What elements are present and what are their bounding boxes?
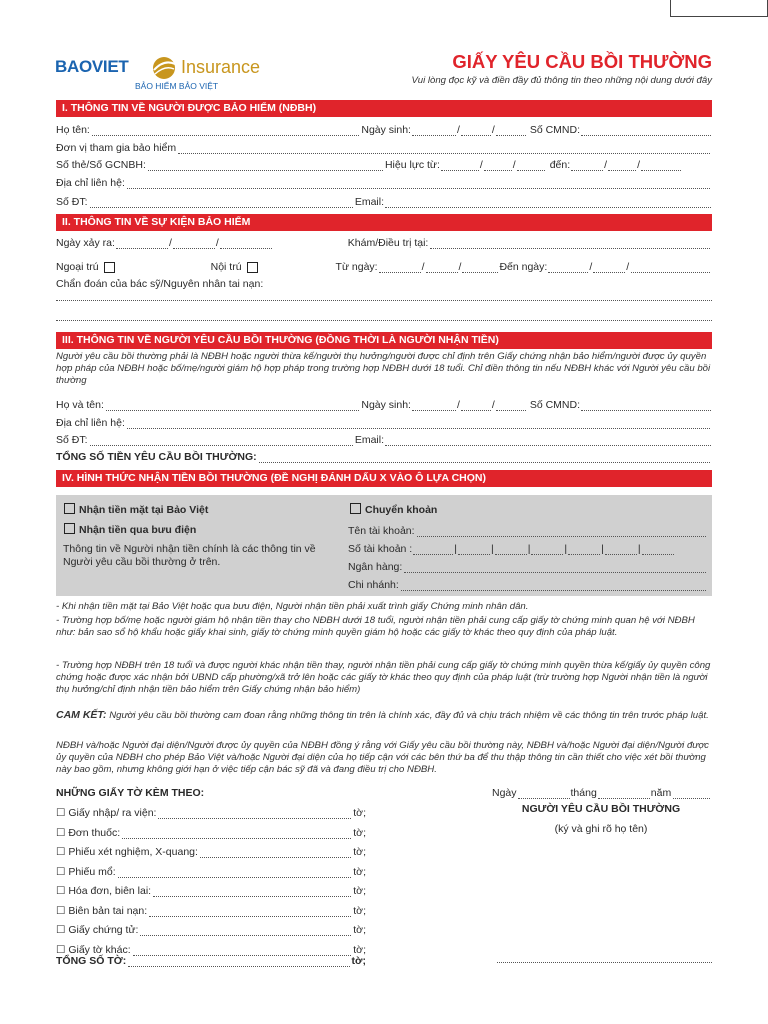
ngay-label: Ngày [492, 787, 517, 799]
so-tk-label: Số tài khoản : [348, 543, 413, 555]
form-title: GIẤY YÊU CẦU BỒI THƯỜNG [452, 51, 712, 72]
s1-row-unit [56, 140, 712, 154]
docs-item [56, 825, 366, 839]
s1-from-month-field[interactable] [484, 161, 512, 171]
note-3: - Trường hợp NĐBH trên 18 tuổi và được người khác nhận tiền thay, người nhận tiền phải cung cấp giấy tờ chứng minh quyền thừa kế/giấy ủy quyền công chứng hoặc được xác nhận bởi UBND cấp phường/xã trở lên hoặc các giấy tờ khác theo quy định của pháp luật (trừ trường hợp Người nhận tiền là người thụ hưởng/chỉ định nhận tiền bảo hiểm trên Giấy chứng nhận bảo hiểm) [56, 660, 711, 696]
cam-ket-label: CAM KẾT: [56, 709, 107, 721]
docs-item-to: tờ; [353, 924, 366, 936]
sep: | [564, 543, 568, 555]
docs-item-to: tờ; [353, 885, 366, 897]
sep: | [527, 543, 531, 555]
s1-from-year-field[interactable] [517, 161, 545, 171]
s3-row-name [56, 397, 712, 411]
s2-to-year-field[interactable] [631, 263, 710, 273]
docs-title: NHỮNG GIẤY TỜ KÈM THEO: [56, 787, 205, 799]
s2-diagnosis-line-1[interactable] [56, 300, 712, 301]
docs-total-field[interactable] [128, 957, 349, 967]
docs-item-field[interactable] [122, 829, 351, 839]
opt-post[interactable] [64, 523, 196, 536]
s2-date-day-field[interactable] [116, 239, 168, 249]
bank-branch-row [348, 577, 708, 591]
docs-item [56, 903, 366, 917]
s2-row-diagnosis [56, 276, 712, 290]
commitment [56, 709, 712, 722]
docs-item-field[interactable] [140, 926, 351, 936]
s2-from-year-field[interactable] [462, 263, 498, 273]
so-tk-field-2[interactable] [458, 545, 490, 555]
slash: / [456, 124, 460, 136]
docs-item [56, 883, 366, 897]
docs-item-to: tờ; [353, 826, 366, 839]
s2-noi-tru-label: Nội trú [210, 261, 242, 273]
s2-ngay-xay-ra-label: Ngày xảy ra: [56, 237, 115, 249]
s1-to-day-field[interactable] [571, 161, 603, 171]
docs-item-to: tờ; [353, 865, 366, 878]
logo-globe-icon [150, 55, 178, 81]
s3-tong-label: TỔNG SỐ TIỀN YÊU CẦU BỒI THƯỜNG: [56, 451, 257, 463]
sep: | [601, 543, 604, 555]
ngan-hang-field[interactable] [404, 563, 706, 573]
baoviet-logo [55, 55, 295, 95]
s1-dia-chi-label: Địa chỉ liên hệ: [56, 177, 125, 189]
docs-item-to: tờ; [353, 807, 366, 819]
s3-dob-day-field[interactable] [412, 401, 456, 411]
opt-post-label: Nhận tiền qua bưu điện [79, 524, 197, 536]
nam-label: năm [650, 787, 672, 799]
sep: | [454, 543, 457, 555]
so-tk-field-4[interactable] [531, 545, 563, 555]
docs-item-to: tờ; [353, 846, 366, 858]
s2-ngoai-tru-label: Ngoại trú [56, 261, 99, 273]
s3-ngay-sinh-label: Ngày sinh: [361, 399, 411, 411]
s2-row-type [56, 257, 712, 273]
s1-dia-chi-field[interactable] [127, 179, 710, 189]
s3-so-dt-label: Số ĐT: [56, 434, 88, 446]
s1-dob-day-field[interactable] [412, 126, 456, 136]
s2-date-month-field[interactable] [173, 239, 215, 249]
s1-so-dt-label: Số ĐT: [56, 196, 88, 208]
signature-line[interactable] [497, 962, 712, 963]
s3-row-address [56, 415, 712, 429]
corner-tab [670, 0, 768, 17]
opt-post-checkbox[interactable] [64, 523, 75, 534]
s1-so-dt-field[interactable] [90, 198, 353, 208]
s1-row-name [56, 122, 712, 136]
so-tk-field-3[interactable] [495, 545, 527, 555]
s3-row-contact [56, 432, 712, 446]
thang-label: tháng [570, 787, 597, 799]
slash: / [215, 237, 219, 249]
s3-ho-va-ten-field[interactable] [106, 401, 359, 411]
s1-email-label: Email: [354, 196, 384, 208]
so-tk-field-7[interactable] [642, 545, 674, 555]
s3-tong-field[interactable] [259, 453, 710, 463]
so-tk-field-1[interactable] [413, 545, 453, 555]
s3-dob-month-field[interactable] [461, 401, 491, 411]
section-1-header: I. THÔNG TIN VỀ NGƯỜI ĐƯỢC BẢO HIỂM (NĐBH) [56, 100, 712, 117]
s1-don-vi-label: Đơn vị tham gia bảo hiểm [56, 142, 177, 154]
ten-tk-field[interactable] [417, 527, 706, 537]
section-3-header: III. THÔNG TIN VỀ NGƯỜI YÊU CẦU BỒI THƯỜNG (ĐỒNG THỜI LÀ NGƯỜI NHẬN TIỀN) [56, 332, 712, 349]
docs-item-label[interactable]: ☐ Phiếu mổ: [56, 865, 116, 878]
slash: / [637, 159, 640, 171]
opt-transfer-checkbox[interactable] [350, 503, 361, 514]
slash: / [589, 261, 593, 273]
s2-noi-tru-checkbox[interactable] [247, 262, 258, 273]
opt-cash[interactable] [64, 503, 208, 516]
s3-cmnd-field[interactable] [581, 401, 711, 411]
s1-so-the-label: Số thẻ/Số GCNBH: [56, 159, 146, 171]
logo-insurance-text: Insurance [181, 57, 261, 77]
s2-kham-label: Khám/Điều trị tại: [347, 237, 429, 249]
slash: / [491, 124, 495, 136]
chi-nhanh-field[interactable] [401, 581, 706, 591]
docs-item-to: tờ; [353, 904, 366, 917]
s3-email-label: Email: [354, 434, 384, 446]
docs-item-label[interactable]: ☐ Biên bản tai nạn: [56, 904, 148, 917]
docs-item-field[interactable] [158, 809, 351, 819]
docs-item-to: tờ; [353, 943, 366, 956]
s2-ngoai-tru-checkbox[interactable] [104, 262, 115, 273]
s3-dia-chi-label: Địa chỉ liên hệ: [56, 417, 125, 429]
docs-item-field[interactable] [118, 868, 352, 878]
sign-year-field[interactable] [673, 789, 710, 799]
section-2-header: II. THÔNG TIN VỀ SỰ KIỆN BẢO HIỂM [56, 214, 712, 231]
docs-item-label[interactable]: ☐ Hóa đơn, biên lai: [56, 885, 152, 897]
docs-item-field[interactable] [200, 848, 351, 858]
ngan-hang-label: Ngân hàng: [348, 561, 403, 573]
s1-don-vi-field[interactable] [178, 144, 710, 154]
s1-cmnd-field[interactable] [581, 126, 711, 136]
s1-row-contact [56, 194, 712, 208]
docs-item-label[interactable]: ☐ Giấy chứng tử: [56, 924, 139, 936]
docs-total-label: TỔNG SỐ TỜ: [56, 955, 127, 967]
bank-name-row [348, 559, 708, 573]
bank-account-name-row [348, 523, 708, 537]
slash: / [626, 261, 630, 273]
docs-item-label[interactable]: ☐ Giấy tờ khác: [56, 943, 131, 956]
s1-dob-year-field[interactable] [496, 126, 526, 136]
s3-ho-va-ten-label: Họ và tên: [56, 399, 104, 411]
docs-item [56, 922, 366, 936]
docs-item-field[interactable] [149, 907, 351, 917]
docs-item-label[interactable]: ☐ Phiếu xét nghiệm, X-quang: [56, 846, 198, 858]
opt-transfer-label: Chuyển khoản [365, 504, 438, 516]
opt-transfer[interactable] [350, 503, 437, 516]
s2-to-day-field[interactable] [548, 263, 588, 273]
note-1: - Khi nhận tiền mặt tại Bảo Việt hoặc qua bưu điện, Người nhận tiền phải xuất trình giấy Chứng minh nhân dân. [56, 601, 529, 612]
s1-to-month-field[interactable] [608, 161, 636, 171]
s2-from-day-field[interactable] [379, 263, 421, 273]
opt-note: Thông tin về Người nhận tiền chính là các thông tin về Người yêu cầu bồi thường ở trên. [63, 543, 316, 568]
s3-dia-chi-field[interactable] [127, 419, 710, 429]
s1-ho-ten-field[interactable] [92, 126, 360, 136]
opt-cash-checkbox[interactable] [64, 503, 75, 514]
slash: / [479, 159, 483, 171]
ten-tk-label: Tên tài khoản: [348, 525, 415, 537]
s2-to-month-field[interactable] [593, 263, 625, 273]
s2-row-date [56, 235, 712, 249]
slash: / [421, 261, 425, 273]
docs-item-label[interactable]: ☐ Giấy nhập/ ra viện: [56, 807, 157, 819]
sign-day-field[interactable] [518, 789, 570, 799]
so-tk-field-6[interactable] [605, 545, 637, 555]
sep: | [490, 543, 494, 555]
slash: / [456, 399, 460, 411]
s1-row-address [56, 175, 712, 189]
s1-so-the-field[interactable] [148, 161, 383, 171]
s1-ho-ten-label: Họ tên: [56, 124, 90, 136]
opt-cash-label: Nhận tiền mặt tại Bảo Việt [79, 504, 209, 516]
sign-date-row [492, 785, 712, 799]
slash: / [458, 261, 462, 273]
s1-ngay-sinh-label: Ngày sinh: [361, 124, 411, 136]
slash: / [604, 159, 608, 171]
s1-dob-month-field[interactable] [461, 126, 491, 136]
form-subtitle: Vui lòng đọc kỹ và điền đầy đủ thông tin theo những nội dung dưới đây [411, 75, 712, 86]
s1-email-field[interactable] [385, 198, 711, 208]
s2-date-year-field[interactable] [220, 239, 272, 249]
bank-account-number-row [348, 541, 708, 555]
note-2: - Trường hợp bố/mẹ hoặc người giám hộ nhận tiền thay cho NĐBH dưới 18 tuổi, người nhận tiền phải cung cấp giấy tờ chứng minh quan hệ với NĐBH như: bản sao sổ hộ khẩu hoặc giấy khai sinh, giấy tờ chứng minh quyền giám hộ hoặc các giấy tờ khác theo quy định của pháp luật. [56, 615, 695, 639]
s3-so-dt-field[interactable] [90, 436, 353, 446]
docs-item-label[interactable]: ☐ Đơn thuốc: [56, 826, 121, 839]
s3-row-total [56, 449, 712, 463]
logo-baoviet-text: BAOVIET [55, 57, 129, 76]
s2-den-ngay-label: Đến ngày: [499, 261, 548, 273]
sign-subtitle: (ký và ghi rõ họ tên) [554, 823, 648, 835]
docs-total-row [56, 953, 366, 967]
s1-from-day-field[interactable] [441, 161, 479, 171]
slash: / [512, 159, 516, 171]
s2-from-month-field[interactable] [426, 263, 458, 273]
s3-note: Người yêu cầu bồi thường phải là NĐBH hoặc người thừa kế/người thụ hưởng/người được chỉ định trên Giấy chứng nhận bảo hiểm/người được ủy quyền hợp pháp của NĐBH hoặc bố/mẹ/người giám hộ hợp pháp trong trường hợp NĐBH dưới 18 tuổi. Chỉ điền thông tin nếu NĐBH khác với Người yêu cầu bồi thường [56, 351, 711, 387]
s1-hieu-luc-label: Hiệu lực từ: [384, 159, 440, 171]
docs-item-field[interactable] [153, 887, 351, 897]
docs-total-to: tờ; [351, 955, 366, 967]
s2-kham-field[interactable] [430, 239, 710, 249]
cam-ket-text: Người yêu cầu bồi thường cam đoan rằng những thông tin trên là chính xác, đầy đủ và chịu trách nhiệm về các thông tin trên trước pháp luật. [106, 710, 709, 721]
s2-diagnosis-line-2[interactable] [56, 320, 712, 321]
sep: | [637, 543, 641, 555]
s1-den-label: đến: [549, 159, 571, 171]
docs-item [56, 844, 366, 858]
so-tk-field-5[interactable] [568, 545, 600, 555]
sign-title: NGƯỜI YÊU CẦU BỒI THƯỜNG [521, 803, 681, 815]
s1-to-year-field[interactable] [641, 161, 681, 171]
sign-month-field[interactable] [598, 789, 650, 799]
s2-tu-ngay-label: Từ ngày: [335, 261, 378, 273]
docs-item [56, 805, 366, 819]
s3-email-field[interactable] [385, 436, 711, 446]
s3-dob-year-field[interactable] [496, 401, 526, 411]
s1-cmnd-label: Số CMND: [529, 124, 580, 136]
chi-nhanh-label: Chi nhánh: [348, 579, 399, 591]
docs-item [56, 864, 366, 878]
slash: / [168, 237, 172, 249]
logo-subtitle: BẢO HIỂM BẢO VIỆT [135, 81, 219, 91]
slash: / [491, 399, 495, 411]
consent: NĐBH và/hoặc Người đại diện/Người được ủy quyền của NĐBH đồng ý rằng với Giấy yêu cầu bồi thường này, NĐBH và/hoặc Người đại diện/Người được ủy quyền của NĐBH cho phép Bảo Việt và/hoặc Người đại diện của họ tiếp cận với các bên thứ ba để thu thập thông tin cần thiết cho việc xét bồi thường này bao gồm, nhưng không giới hạn ở việc tiếp cận bác sỹ đã và đang điều trị cho NĐBH. [56, 740, 709, 776]
s2-chan-doan-label: Chẩn đoán của bác sỹ/Nguyên nhân tai nạn: [56, 278, 264, 290]
s1-row-card [56, 157, 712, 171]
s3-cmnd-label: Số CMND: [529, 399, 580, 411]
section-4-header: IV. HÌNH THỨC NHẬN TIỀN BỒI THƯỜNG (ĐỀ NGHỊ ĐÁNH DẤU X VÀO Ô LỰA CHỌN) [56, 470, 712, 487]
